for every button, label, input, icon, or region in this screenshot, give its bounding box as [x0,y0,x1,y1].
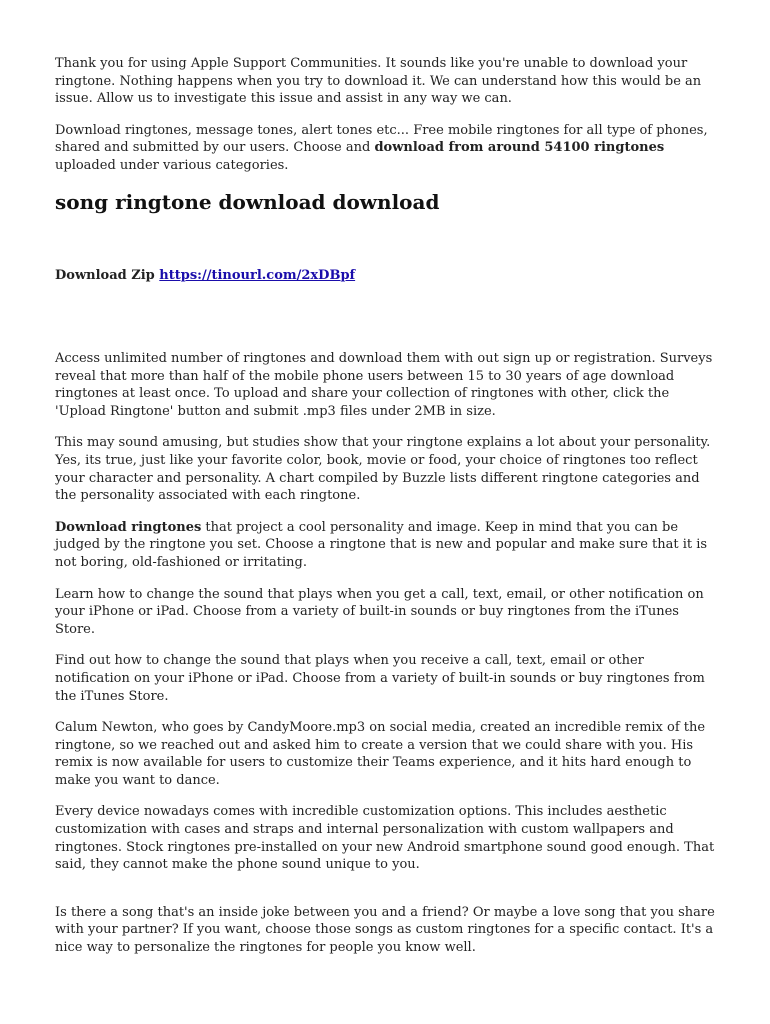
paragraph-bold-lead: Download ringtones [55,519,202,535]
summary-bold-text: download from around 54100 ringtones [374,140,665,156]
document-page [55,55,715,956]
paragraph-unlimited-ringtones: Access unlimited number of ringtones and download them with out sign up or registration. Surveys reveal that more than half of the mobile phone users between 15 to 30 years of age download ringtones at least once. To upload and share your collection of ringtones with other, click the 'Upload Ringtone' button and submit .mp3 files under 2MB in size. [55,351,713,419]
article-body [55,350,715,971]
summary-text-before: Download ringtones, message tones, alert tones etc... Free mobile ringtones for all type of phones, shared and submitted by our users. Choose and [55,122,708,156]
paragraph-learn-change-sound: Learn how to change the sound that plays when you get a call, text, email, or other notification on your iPhone or iPad. Choose from a variety of built-in sounds or buy ringtones from the iTunes Store. [55,586,704,637]
ringtones-summary-paragraph [55,122,715,175]
paragraph-customization: Every device nowadays comes with incredible customization options. This includes aesthetic customization with cases and straps and internal personalization with custom wallpapers and ringtones. Stock ringtones pre-installed on your new Android smartphone sound good enough. That said, they cannot make the phone sound unique to you. [55,804,715,873]
paragraph-calum-newton: Calum Newton, who goes by CandyMoore.mp3 on social media, created an incredible remix of the ringtone, so we reached out and asked him to create a version that we could share with you. His remix is now available for users to customize their Teams experience, and it hits hard enough to make you want to dance. [55,720,706,788]
intro-paragraph: Thank you for using Apple Support Communities. It sounds like you're unable to download your ringtone. Nothing happens when you try to download it. We can understand how this would be an issue. Allow us to investigate this issue and assist in any way we can. [55,56,702,107]
paragraph-rest: that project a cool personality and image. Keep in mind that you can be judged by the ringtone you set. Choose a ringtone that is new and popular and make sure that it is not boring, old-fashioned or irritating. [55,519,708,570]
paragraph-download-ringtones [55,519,715,572]
download-link[interactable]: https://tinourl.com/2xDBpf [159,268,356,283]
download-zip-line [55,267,355,285]
summary-text-after: uploaded under various categories. [55,157,289,173]
paragraph-personality: This may sound amusing, but studies show that your ringtone explains a lot about your personality. Yes, its true, just like your favorite color, book, movie or food, your choice of ringtones too reflect your character and personality. A chart compiled by Buzzle lists different ringtone categories and the personality associated with each ringtone. [55,435,711,504]
page-title: song ringtone download download [55,189,440,214]
download-zip-label: Download Zip [55,268,155,283]
paragraph-inside-joke: Is there a song that's an inside joke between you and a friend? Or maybe a love song that you share with your partner? If you want, choose those songs as custom ringtones for a specific contact. It's a nice way to personalize the ringtones for people you know well. [55,904,715,956]
paragraph-find-out-change-sound: Find out how to change the sound that plays when you receive a call, text, email or other notification on your iPhone or iPad. Choose from a variety of built-in sounds or buy ringtones from the iTunes Store. [55,653,705,704]
